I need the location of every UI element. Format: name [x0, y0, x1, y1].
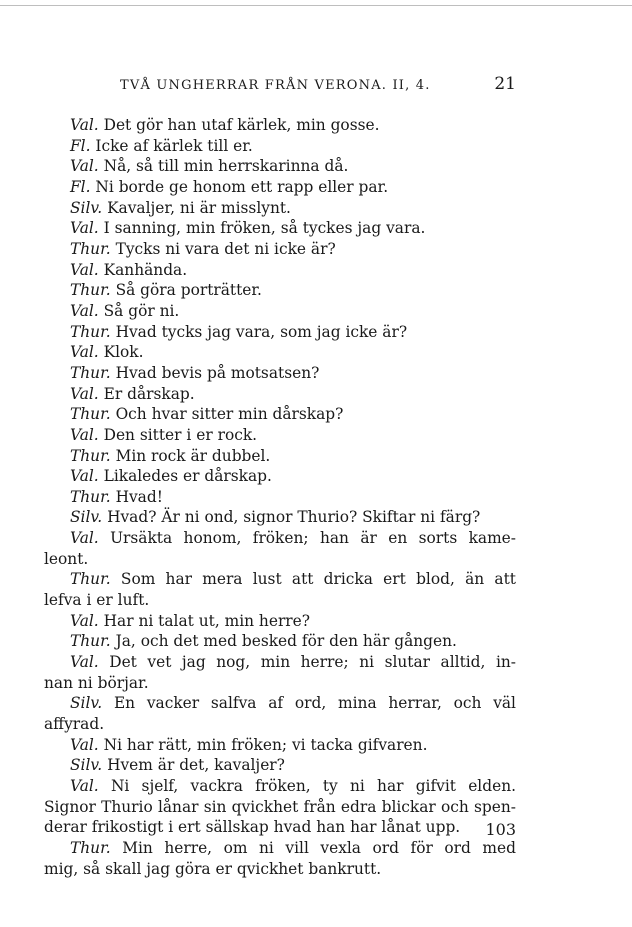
dialogue-line [44, 569, 516, 590]
dialogue-line [44, 404, 516, 425]
speech-text: Hvad tycks jag vara, som jag icke är? [115, 322, 408, 341]
speech-continuation: Signor Thurio lånar sin qvickhet från edra blickar och spen- [44, 797, 516, 816]
speaker-name: Val. [70, 467, 99, 486]
speech-continuation: mig, så skall jag göra er qvickhet bankrutt. [44, 859, 382, 878]
speaker-name: Val. [70, 384, 99, 403]
speaker-name: Val. [70, 219, 99, 238]
speaker-name: Val. [70, 611, 99, 630]
speech-text: Så gör ni. [103, 301, 180, 320]
running-title: TVÅ UNGHERRAR FRÅN VERONA. II, 4. [120, 78, 431, 93]
dialogue-line [44, 260, 516, 281]
speech-text: Kanhända. [103, 260, 188, 279]
dialogue-line [44, 239, 516, 260]
dialogue-line [44, 507, 516, 528]
speech-text: Som har mera lust att dricka ert blod, än att [120, 570, 516, 589]
dialogue-line [44, 735, 516, 756]
speech-text: Den sitter i er rock. [103, 425, 258, 444]
speaker-name: Thur. [70, 838, 111, 857]
speaker-name: Silv. [70, 508, 103, 527]
dialogue-line [44, 611, 516, 632]
speech-text: Nå, så till min herrskarinna då. [103, 157, 349, 176]
speech-text: Klok. [103, 343, 144, 362]
speaker-name: Thur. [70, 487, 111, 506]
speech-text: En vacker salfva af ord, mina herrar, och väl [113, 694, 516, 713]
dialogue-line [44, 280, 516, 301]
dialogue-line [44, 838, 516, 859]
dialogue-line [44, 466, 516, 487]
page-header [46, 74, 516, 98]
speech-text: Ni borde ge honom ett rapp eller par. [95, 177, 389, 196]
dialogue-line [44, 446, 516, 467]
speaker-name: Thur. [70, 446, 111, 465]
dialogue-line [44, 301, 516, 322]
speaker-name: Thur. [70, 239, 111, 258]
dialogue-line [44, 487, 516, 508]
speaker-name: Fl. [70, 136, 91, 155]
speech-text: Ni sjelf, vackra fröken, ty ni har gifvit elden. [110, 776, 516, 795]
dialogue-line [44, 776, 516, 797]
dialogue-line [44, 693, 516, 714]
dialogue-line [44, 115, 516, 136]
dialogue-line [44, 425, 516, 446]
speech-text: Hvem är det, kavaljer? [107, 756, 285, 775]
speaker-name: Val. [70, 776, 99, 795]
speaker-name: Silv. [70, 694, 103, 713]
speaker-name: Thur. [70, 363, 111, 382]
speaker-name: Silv. [70, 756, 103, 775]
top-edge-rule [0, 5, 632, 6]
speech-text: Min herre, om ni vill vexla ord för ord med [122, 838, 516, 857]
dialogue-line [44, 363, 516, 384]
speech-text: I sanning, min fröken, så tyckes jag vara. [103, 219, 426, 238]
speech-continuation: leont. [44, 549, 89, 568]
dialogue-line [44, 528, 516, 549]
dialogue-line [44, 342, 516, 363]
speaker-name: Val. [70, 301, 99, 320]
dialogue-line [44, 631, 516, 652]
signature-number: 103 [485, 820, 516, 839]
speaker-name: Val. [70, 343, 99, 362]
speaker-name: Thur. [70, 632, 111, 651]
speech-continuation: affyrad. [44, 714, 105, 733]
dialogue-body [44, 115, 516, 879]
page-number: 21 [494, 74, 516, 94]
speech-text: Har ni talat ut, min herre? [103, 611, 311, 630]
speaker-name: Val. [70, 529, 99, 548]
speaker-name: Thur. [70, 570, 111, 589]
speech-text: Min rock är dubbel. [115, 446, 271, 465]
speech-text: Likaledes er dårskap. [103, 467, 272, 486]
speech-text: Och hvar sitter min dårskap? [115, 405, 344, 424]
speech-text: Er dårskap. [103, 384, 195, 403]
dialogue-line [44, 136, 516, 157]
speech-text: Hvad! [115, 487, 163, 506]
speech-text: Hvad bevis på motsatsen? [115, 363, 320, 382]
speech-text: Tycks ni vara det ni icke är? [115, 239, 336, 258]
speaker-name: Fl. [70, 177, 91, 196]
speech-text: Så göra porträtter. [115, 281, 262, 300]
speaker-name: Val. [70, 116, 99, 134]
speaker-name: Thur. [70, 405, 111, 424]
speech-text: Icke af kärlek till er. [95, 136, 253, 155]
speech-text: Ja, och det med besked för den här gången. [115, 632, 457, 651]
speaker-name: Silv. [70, 198, 103, 217]
speech-continuation: lefva i er luft. [44, 591, 150, 610]
dialogue-line [44, 755, 516, 776]
dialogue-line [44, 218, 516, 239]
speaker-name: Thur. [70, 322, 111, 341]
speech-continuation: derar frikostigt i ert sällskap hvad han har lånat upp. [44, 818, 461, 837]
dialogue-line [44, 177, 516, 198]
speech-text: Hvad? Är ni ond, signor Thurio? Skiftar ni färg? [107, 508, 481, 527]
dialogue-line [44, 384, 516, 405]
speech-text: Det vet jag nog, min herre; ni slutar alltid, in- [109, 653, 516, 672]
dialogue-line [44, 198, 516, 219]
dialogue-line [44, 322, 516, 343]
speech-text: Ni har rätt, min fröken; vi tacka gifvaren. [103, 735, 428, 754]
speech-text: Ursäkta honom, fröken; han är en sorts kame- [110, 529, 516, 548]
speaker-name: Val. [70, 157, 99, 176]
speaker-name: Val. [70, 735, 99, 754]
speech-text: Kavaljer, ni är misslynt. [107, 198, 291, 217]
speech-text: Det gör han utaf kärlek, min gosse. [103, 116, 380, 134]
speaker-name: Val. [70, 653, 99, 672]
speech-continuation: nan ni börjar. [44, 673, 149, 692]
speaker-name: Val. [70, 260, 99, 279]
speaker-name: Val. [70, 425, 99, 444]
dialogue-line [44, 156, 516, 177]
dialogue-line [44, 652, 516, 673]
speaker-name: Thur. [70, 281, 111, 300]
